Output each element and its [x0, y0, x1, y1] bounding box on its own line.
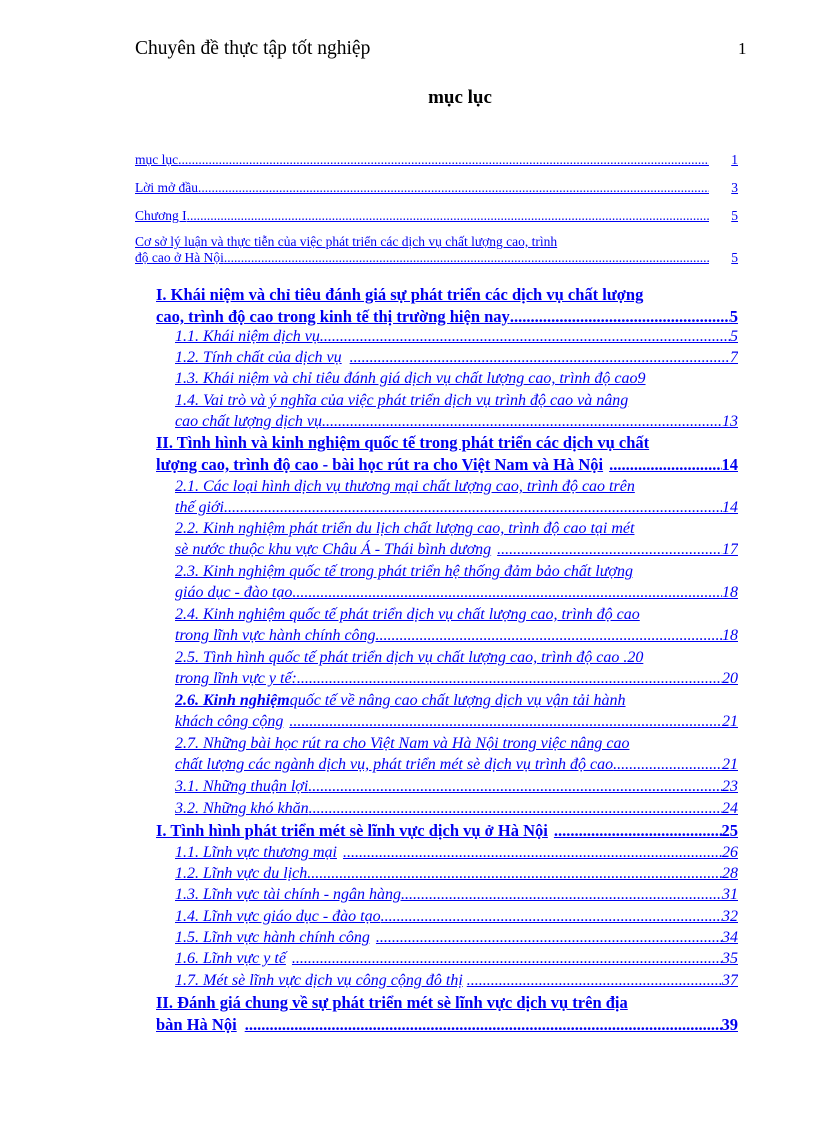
toc-entry-page: 20 — [722, 670, 738, 687]
toc-entry[interactable] — [156, 284, 738, 328]
toc-entry-page: 24 — [722, 800, 738, 817]
toc-entry[interactable] — [135, 234, 738, 266]
toc-entry-text: 3.2. Những khó khăn — [175, 800, 309, 817]
toc-entry[interactable] — [175, 970, 738, 991]
header-title: Chuyên đề thực tập tốt nghiệp — [135, 38, 371, 59]
toc-entry-text: 2.3. Kinh nghiệm quốc tế trong phát triển hệ thống đảm bảo chất lượng — [175, 563, 633, 580]
toc-entry-text: cao chất lượng dịch vụ — [175, 413, 323, 430]
toc-entry-text: Chương I — [135, 208, 187, 223]
toc-entry-page: 21 — [722, 713, 738, 730]
toc-entry-text: bàn Hà Nội — [156, 1015, 237, 1034]
toc-entry-text: 1.4. Lĩnh vực giáo dục - đào tạo — [175, 908, 381, 925]
toc-entry-text: 2.2. Kinh nghiệm phát triển du lịch chất lượng cao, trình độ cao tại mét — [175, 520, 635, 537]
toc-entry-page: 34 — [722, 929, 738, 946]
toc-entry[interactable] — [175, 927, 738, 948]
toc-entry[interactable] — [135, 208, 738, 224]
toc-entry-text: 1.1. Lĩnh vực thương mại — [175, 844, 337, 861]
toc-entry-text: cao, trình độ cao trong kinh tế thị trường hiện nay — [156, 307, 510, 326]
toc-entry-page: 14 — [722, 499, 738, 516]
toc-entry-page: 31 — [722, 886, 738, 903]
toc-entry[interactable] — [175, 690, 738, 732]
toc-entry-text: quốc tế về nâng cao chất lượng dịch vụ vận tải hành — [289, 692, 626, 709]
toc-entry[interactable] — [175, 561, 738, 603]
toc-entry[interactable] — [156, 820, 738, 842]
toc-entry-text: I. Tình hình phát triển mét sè lĩnh vực dịch vụ ở Hà Nội — [156, 821, 548, 840]
toc-entry-text: 1.2. Tính chất của dịch vụ — [175, 349, 342, 366]
toc-entry-page: 14 — [721, 455, 738, 474]
toc-entry[interactable] — [175, 347, 738, 368]
toc-entry-page: 32 — [722, 908, 738, 925]
toc-entry-text: giáo dục - đào tạo — [175, 584, 293, 601]
toc-entry-text: 2.4. Kinh nghiệm quốc tế phát triển dịch vụ chất lượng cao, trình độ cao — [175, 606, 640, 623]
toc-entry-text: lượng cao, trình độ cao - bài học rút ra cho Việt Nam và Hà Nội — [156, 455, 604, 474]
toc-entry[interactable] — [175, 776, 738, 797]
toc-entry-page: 37 — [722, 972, 738, 989]
toc-entry-page: 5 — [730, 328, 738, 345]
toc-title: mục lục — [428, 87, 492, 108]
toc-entry-page: 17 — [722, 541, 738, 558]
toc-entry[interactable] — [135, 152, 738, 168]
toc-entry-text: 3.1. Những thuận lợi — [175, 778, 309, 795]
toc-entry-text: độ cao ở Hà Nội — [135, 250, 224, 265]
toc-entry-text: 1.3. Lĩnh vực tài chính - ngân hàng — [175, 886, 402, 903]
toc-entry[interactable] — [156, 992, 738, 1036]
header-page-number: 1 — [738, 39, 747, 58]
toc-entry[interactable] — [175, 884, 738, 905]
toc-entry-text: 1.6. Lĩnh vực y tế — [175, 950, 286, 967]
toc-entry-text: II. Tình hình và kinh nghiệm quốc tế trong phát triển các dịch vụ chất — [156, 433, 650, 452]
toc-entry[interactable] — [156, 432, 738, 476]
toc-entry-page: 39 — [721, 1015, 738, 1034]
toc-entry-text: 2.7. Những bài học rút ra cho Việt Nam và Hà Nội trong việc nâng cao — [175, 735, 630, 752]
toc-entry-text: mục lục — [135, 152, 179, 167]
toc-entry[interactable] — [175, 326, 738, 347]
toc-entry-page: 9 — [637, 370, 646, 387]
toc-entry-text: II. Đánh giá chung về sự phát triển mét sè lĩnh vực dịch vụ trên địa — [156, 993, 628, 1012]
toc-entry-page: 25 — [721, 821, 738, 840]
toc-entry-page: 7 — [730, 349, 738, 366]
toc-entry-text: 1.3. Khái niệm và chỉ tiêu đánh giá dịch vụ chất lượng cao, trình độ cao — [175, 370, 638, 387]
toc-entry[interactable] — [175, 647, 738, 689]
toc-entry-text: 1.4. Vai trò và ý nghĩa của việc phát triển dịch vụ trình độ cao và nâng — [175, 392, 629, 409]
toc-entry-text: sè nước thuộc khu vực Châu Á - Thái bình dương — [175, 541, 492, 558]
toc-entry-text: khách công cộng — [175, 713, 284, 730]
toc-entry-page: 18 — [722, 627, 738, 644]
toc-entry[interactable] — [175, 604, 738, 646]
toc-entry-page: 3 — [731, 180, 738, 195]
toc-entry-page: 26 — [722, 844, 738, 861]
toc-entry-text: chất lượng các ngành dịch vụ, phát triển mét sè dịch vụ trình độ cao — [175, 756, 614, 773]
toc-entry[interactable] — [175, 863, 738, 884]
toc-entry-text: 2.6. Kinh nghiệm — [175, 692, 290, 709]
toc-entry[interactable] — [175, 476, 738, 518]
toc-entry-text: 1.5. Lĩnh vực hành chính công — [175, 929, 370, 946]
toc-entry-page: 18 — [722, 584, 738, 601]
toc-entry-text: thế giới — [175, 499, 224, 516]
toc-entry-page: 5 — [731, 208, 738, 223]
toc-entry-text: Lời mở đầu — [135, 180, 199, 195]
toc-entry-text: 1.7. Mét sè lĩnh vực dịch vụ công cộng đô thị — [175, 972, 463, 989]
toc-entry[interactable] — [175, 906, 738, 927]
toc-entry-text: trong lĩnh vực hành chính công — [175, 627, 376, 644]
toc-entry[interactable] — [175, 798, 738, 819]
toc-entry-page: 1 — [731, 152, 738, 167]
toc-entry-text: Cơ sở lý luận và thực tiễn của việc phát triển các dịch vụ chất lượng cao, trình — [135, 234, 558, 249]
toc-entry-text: 1.1. Khái niệm dịch vụ — [175, 328, 320, 345]
toc-entry[interactable] — [175, 948, 738, 969]
toc-entry-text: 2.5. Tình hình quốc tế phát triển dịch vụ chất lượng cao, trình độ cao .20 — [175, 649, 644, 666]
toc-entry-text: I. Khái niệm và chỉ tiêu đánh giá sự phát triển các dịch vụ chất lượng — [156, 285, 644, 304]
toc-entry-page: 23 — [722, 778, 738, 795]
toc-entry-page: 5 — [731, 250, 738, 265]
toc-entry-text: 1.2. Lĩnh vực du lịch — [175, 865, 308, 882]
toc-entry[interactable] — [175, 733, 738, 775]
toc-entry-page: 13 — [722, 413, 738, 430]
toc-entry-page: 21 — [722, 756, 738, 773]
toc-entry-text: trong lĩnh vực y tế: — [175, 670, 297, 687]
toc-entry-text: 2.1. Các loại hình dịch vụ thương mại chất lượng cao, trình độ cao trên — [175, 478, 635, 495]
toc-entry[interactable] — [175, 368, 738, 389]
toc-entry[interactable] — [175, 842, 738, 863]
toc-entry[interactable] — [135, 180, 738, 196]
toc-entry[interactable] — [175, 518, 738, 560]
toc-entry[interactable] — [175, 390, 738, 432]
toc-entry-page: 5 — [729, 307, 738, 326]
toc-entry-page: 35 — [722, 950, 738, 967]
toc-entry-page: 28 — [722, 865, 738, 882]
